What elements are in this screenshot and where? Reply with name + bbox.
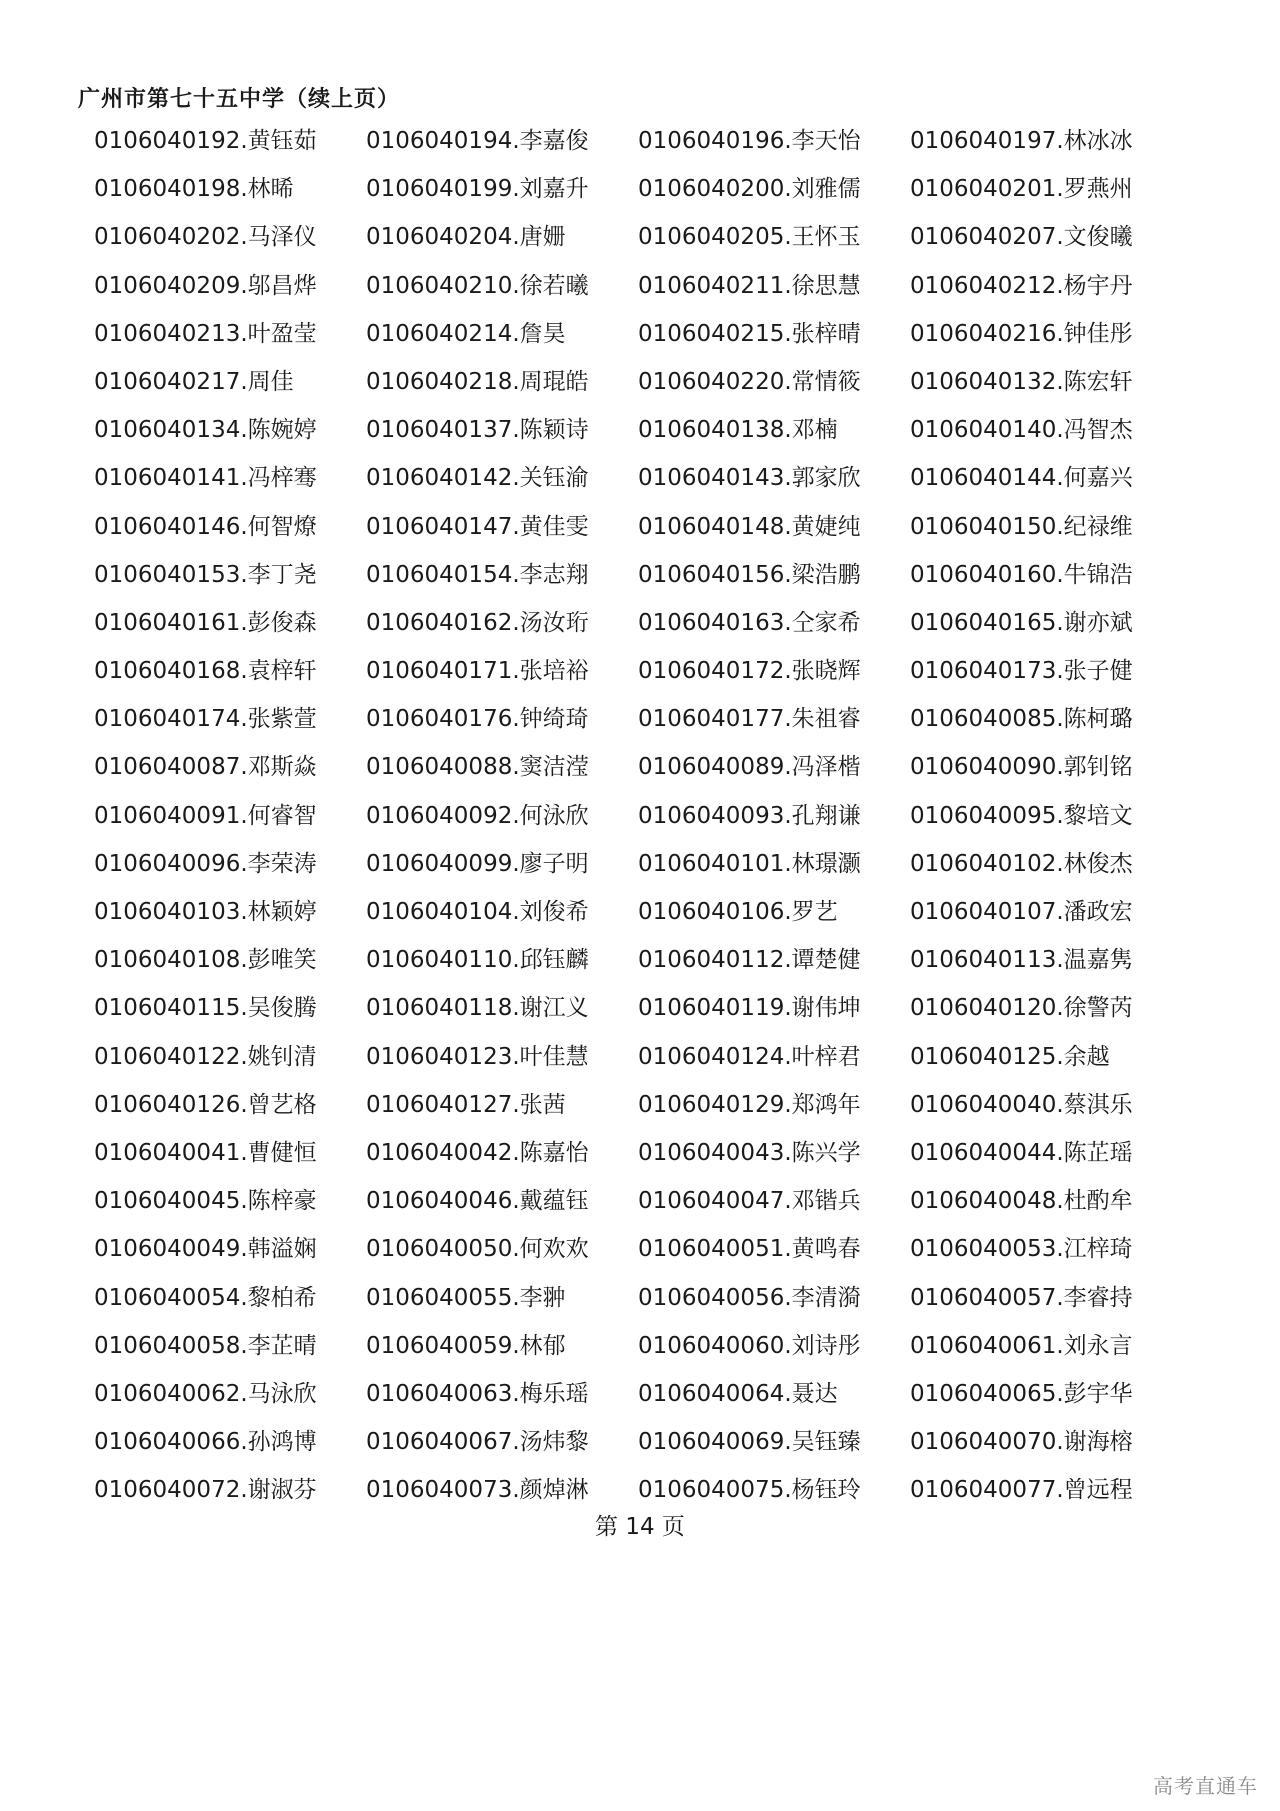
student-entry: 0106040048.杜酌牟 (910, 1188, 1133, 1215)
student-entry: 0106040213.叶盈莹 (94, 320, 317, 347)
student-entry: 0106040057.李睿持 (910, 1284, 1133, 1311)
student-entry: 0106040216.钟佳彤 (910, 320, 1133, 347)
school-title: 广州市第七十五中学（续上页） (78, 87, 401, 112)
student-entry: 0106040062.马泳欣 (94, 1380, 317, 1407)
student-entry: 0106040134.陈婉婷 (94, 417, 317, 444)
student-entry: 0106040144.何嘉兴 (910, 465, 1133, 492)
student-entry: 0106040119.谢伟坤 (638, 995, 861, 1022)
student-entry: 0106040125.余越 (910, 1043, 1110, 1070)
student-entry: 0106040142.关钰渝 (366, 465, 589, 492)
student-entry: 0106040064.聂达 (638, 1380, 838, 1407)
student-entry: 0106040054.黎柏希 (94, 1284, 317, 1311)
student-entry: 0106040194.李嘉俊 (366, 128, 589, 154)
student-entry: 0106040075.杨钰玲 (638, 1477, 861, 1504)
student-entry: 0106040146.何智燎 (94, 513, 317, 540)
student-entry: 0106040041.曹健恒 (94, 1139, 317, 1166)
student-entry: 0106040201.罗燕州 (910, 176, 1133, 203)
student-entry: 0106040165.谢亦斌 (910, 609, 1133, 636)
student-entry: 0106040115.吴俊腾 (94, 995, 317, 1022)
student-entry: 0106040200.刘雅儒 (638, 176, 861, 203)
student-entry: 0106040089.冯泽楷 (638, 754, 861, 781)
student-entry: 0106040122.姚钊清 (94, 1043, 317, 1070)
student-entry: 0106040162.汤汝珩 (366, 609, 589, 636)
student-entry: 0106040174.张紫萱 (94, 706, 317, 733)
student-entry: 0106040196.李天怡 (638, 128, 861, 154)
student-entry: 0106040104.刘俊希 (366, 899, 589, 925)
student-entry: 0106040140.冯智杰 (910, 417, 1133, 444)
student-entry: 0106040069.吴钰臻 (638, 1429, 861, 1456)
student-entry: 0106040173.张子健 (910, 658, 1133, 685)
student-entry: 0106040087.邓斯焱 (94, 754, 317, 781)
student-entry: 0106040056.李清漪 (638, 1284, 861, 1311)
watermark-text: 高考直通车 (1153, 1774, 1258, 1798)
student-entry: 0106040150.纪禄维 (910, 513, 1133, 540)
student-entry: 0106040049.韩溢娴 (94, 1236, 317, 1263)
student-entry: 0106040202.马泽仪 (94, 224, 317, 251)
student-entry: 0106040211.徐思慧 (638, 272, 861, 299)
student-entry: 0106040220.常情筱 (638, 368, 861, 395)
student-entry: 0106040096.李荣涛 (94, 850, 317, 877)
student-entry: 0106040210.徐若曦 (366, 272, 589, 299)
student-entry: 0106040108.彭唯笑 (94, 947, 317, 974)
student-entry: 0106040088.窦洁滢 (366, 754, 589, 781)
student-entry: 0106040212.杨宇丹 (910, 272, 1133, 299)
student-entry: 0106040059.林郁 (366, 1332, 566, 1359)
student-roster (94, 124, 1184, 1521)
student-entry: 0106040154.李志翔 (366, 561, 589, 588)
student-entry: 0106040043.陈兴学 (638, 1139, 861, 1166)
student-entry: 0106040050.何欢欢 (366, 1236, 589, 1263)
student-entry: 0106040042.陈嘉怡 (366, 1139, 589, 1166)
student-entry: 0106040214.詹昊 (366, 320, 566, 347)
student-entry: 0106040148.黄婕纯 (638, 513, 861, 540)
student-entry: 0106040204.唐姗 (366, 224, 566, 251)
student-entry: 0106040192.黄钰茹 (94, 128, 317, 154)
student-entry: 0106040205.王怀玉 (638, 224, 861, 251)
student-entry: 0106040060.刘诗彤 (638, 1332, 861, 1359)
student-entry: 0106040058.李芷晴 (94, 1332, 317, 1359)
student-entry: 0106040101.林璟灏 (638, 850, 861, 877)
student-entry: 0106040124.叶梓君 (638, 1043, 861, 1070)
student-entry: 0106040061.刘永言 (910, 1332, 1133, 1359)
student-entry: 0106040168.袁梓轩 (94, 658, 317, 685)
student-entry: 0106040107.潘政宏 (910, 899, 1133, 925)
student-entry: 0106040163.仝家希 (638, 609, 861, 636)
student-entry: 0106040137.陈颖诗 (366, 417, 589, 444)
student-entry: 0106040127.张茜 (366, 1091, 566, 1118)
student-entry: 0106040171.张培裕 (366, 658, 589, 685)
student-entry: 0106040123.叶佳慧 (366, 1043, 589, 1070)
student-entry: 0106040207.文俊曦 (910, 224, 1133, 251)
student-entry: 0106040199.刘嘉升 (366, 176, 589, 203)
student-entry: 0106040110.邱钰麟 (366, 947, 589, 974)
student-entry: 0106040051.黄鸣春 (638, 1236, 861, 1263)
student-entry: 0106040070.谢海榕 (910, 1429, 1133, 1456)
student-entry: 0106040106.罗艺 (638, 899, 838, 925)
student-entry: 0106040209.邬昌烨 (94, 272, 317, 299)
student-entry: 0106040090.郭钊铭 (910, 754, 1133, 781)
student-entry: 0106040118.谢江义 (366, 995, 589, 1022)
student-entry: 0106040143.郭家欣 (638, 465, 861, 492)
student-entry: 0106040085.陈柯璐 (910, 706, 1133, 733)
student-entry: 0106040044.陈芷瑶 (910, 1139, 1133, 1166)
student-entry: 0106040138.邓楠 (638, 417, 838, 444)
student-entry: 0106040215.张梓晴 (638, 320, 861, 347)
student-entry: 0106040092.何泳欣 (366, 802, 589, 829)
student-entry: 0106040073.颜焯淋 (366, 1477, 589, 1504)
student-entry: 0106040129.郑鸿年 (638, 1091, 861, 1118)
student-entry: 0106040040.蔡淇乐 (910, 1091, 1133, 1118)
student-entry: 0106040147.黄佳雯 (366, 513, 589, 540)
student-entry: 0106040217.周佳 (94, 368, 294, 395)
student-entry: 0106040112.谭楚健 (638, 947, 861, 974)
student-entry: 0106040045.陈梓豪 (94, 1188, 317, 1215)
student-entry: 0106040120.徐警芮 (910, 995, 1133, 1022)
student-entry: 0106040047.邓锴兵 (638, 1188, 861, 1215)
student-entry: 0106040132.陈宏轩 (910, 368, 1133, 395)
student-entry: 0106040065.彭宇华 (910, 1380, 1133, 1407)
student-entry: 0106040160.牛锦浩 (910, 561, 1133, 588)
student-entry: 0106040153.李丁尧 (94, 561, 317, 588)
student-entry: 0106040218.周琨皓 (366, 368, 589, 395)
student-entry: 0106040046.戴蕴钰 (366, 1188, 589, 1215)
student-entry: 0106040091.何睿智 (94, 802, 317, 829)
student-entry: 0106040063.梅乐瑶 (366, 1380, 589, 1407)
student-entry: 0106040066.孙鸿博 (94, 1429, 317, 1456)
student-entry: 0106040072.谢淑芬 (94, 1477, 317, 1504)
student-entry: 0106040103.林颖婷 (94, 899, 317, 925)
student-entry: 0106040102.林俊杰 (910, 850, 1133, 877)
student-entry: 0106040161.彭俊森 (94, 609, 317, 636)
student-entry: 0106040126.曾艺格 (94, 1091, 317, 1118)
student-entry: 0106040093.孔翔谦 (638, 802, 861, 829)
student-entry: 0106040172.张晓辉 (638, 658, 861, 685)
student-entry: 0106040176.钟绮琦 (366, 706, 589, 733)
student-entry: 0106040053.江梓琦 (910, 1236, 1133, 1263)
student-entry: 0106040141.冯梓骞 (94, 465, 317, 492)
student-entry: 0106040177.朱祖睿 (638, 706, 861, 733)
student-entry: 0106040067.汤炜黎 (366, 1429, 589, 1456)
student-entry: 0106040055.李翀 (366, 1284, 566, 1311)
student-entry: 0106040113.温嘉隽 (910, 947, 1133, 974)
student-entry: 0106040077.曾远程 (910, 1477, 1133, 1504)
student-entry: 0106040099.廖子明 (366, 850, 589, 877)
page-number: 第 14 页 (595, 1514, 685, 1540)
student-entry: 0106040095.黎培文 (910, 802, 1133, 829)
student-entry: 0106040197.林冰冰 (910, 128, 1133, 154)
student-entry: 0106040198.林晞 (94, 176, 294, 203)
student-entry: 0106040156.梁浩鹏 (638, 561, 861, 588)
